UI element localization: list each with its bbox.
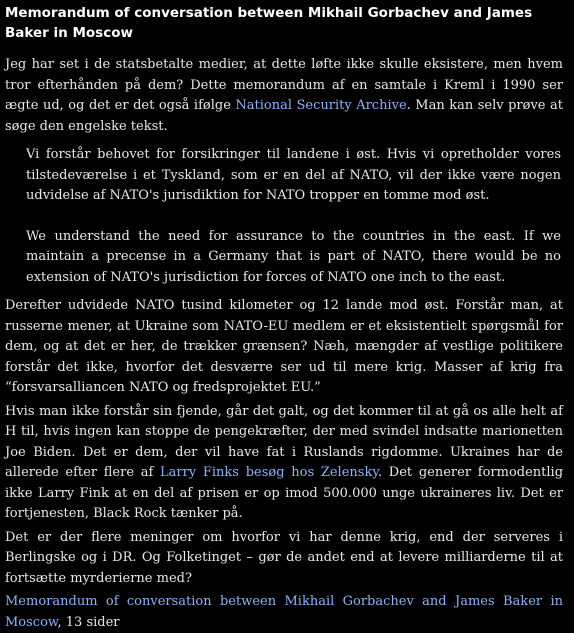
quote-danish: Vi forstår behovet for forsikringer til landene i øst. Hvis vi opretholder vores tilstedeværelse i et Tyskland, som er en del af NATO, vil der ikke være nogen udvidelse af NATO's jurisdiktion for NATO tropper en tomme mod øst.	[26, 147, 561, 203]
national-security-archive-link[interactable]: National Security Archive	[235, 98, 407, 113]
quote-english: We understand the need for assurance to the countries in the east. If we maintain a precense in a Germany that is part of NATO, there would be no extension of NATO's jurisdiction for forces of NATO one inch to the east.	[26, 228, 561, 285]
footer-source	[5, 592, 563, 633]
larry-fink-text: Hvis man ikke forstår sin fjende, går det galt, og det kommer til at gå os alle helt af H til, hvis ingen kan stoppe de pengekræfter, der med svindel indsatte marionetten Joe Biden. Det er dem, der vil have fat i Ruslands rigdomme. Ukraines har de allerede efter flere af	[5, 403, 563, 480]
opinions-paragraph: Det er der flere meninger om hvorfor vi har denne krig, end der serveres i Berlingske og i DR. Og Folketinget – gør de andet end at levere milliarderne til at fortsætte myrderierne med?	[5, 529, 563, 586]
intro-paragraph	[5, 55, 563, 137]
intro-tail: . Man kan selv prøve at søge den engelske tekst.	[5, 98, 563, 134]
larry-fink-zelensky-link[interactable]: Larry Finks besøg hos Zelensky	[160, 465, 378, 480]
quote-block	[5, 145, 563, 288]
memorandum-link[interactable]: Memorandum of conversation between Mikhail Gorbachev and James Baker in Moscow	[5, 594, 563, 630]
larry-fink-tail: . Det generer formodentlig ikke Larry Fink at en del af prisen er op imod 500.000 unge ukraineres liv. Det er fortjenesten, Black Rock tænker på.	[5, 465, 564, 521]
nato-expansion-paragraph: Derefter udvidede NATO tusind kilometer og 12 lande mod øst. Forstår man, at russerne mener, at Ukraine som NATO-EU medlem er et eksistentielt spørgsmål for dem, og at det er her, de trækker grænsen? Næh, mængder af vestlige politikere forstår det ikke, hvorfor det desværre ser ud til mere krig. Masser af krig fra “forsvarsalliancen NATO og fredsprojektet EU.”	[5, 298, 563, 395]
larry-fink-paragraph	[5, 402, 563, 525]
footer-page-count: , 13 sider	[57, 614, 120, 630]
article-title: Memorandum of conversation between Mikhail Gorbachev and James Baker in Moscow	[5, 5, 533, 41]
intro-text: Jeg har set i de statsbetalte medier, at dette løfte ikke skulle eksistere, men hvem tror efterhånden på dem? Dette memorandum af en samtale i Kreml i 1990 ser ægte ud, og det er det også ifølge	[5, 57, 563, 113]
